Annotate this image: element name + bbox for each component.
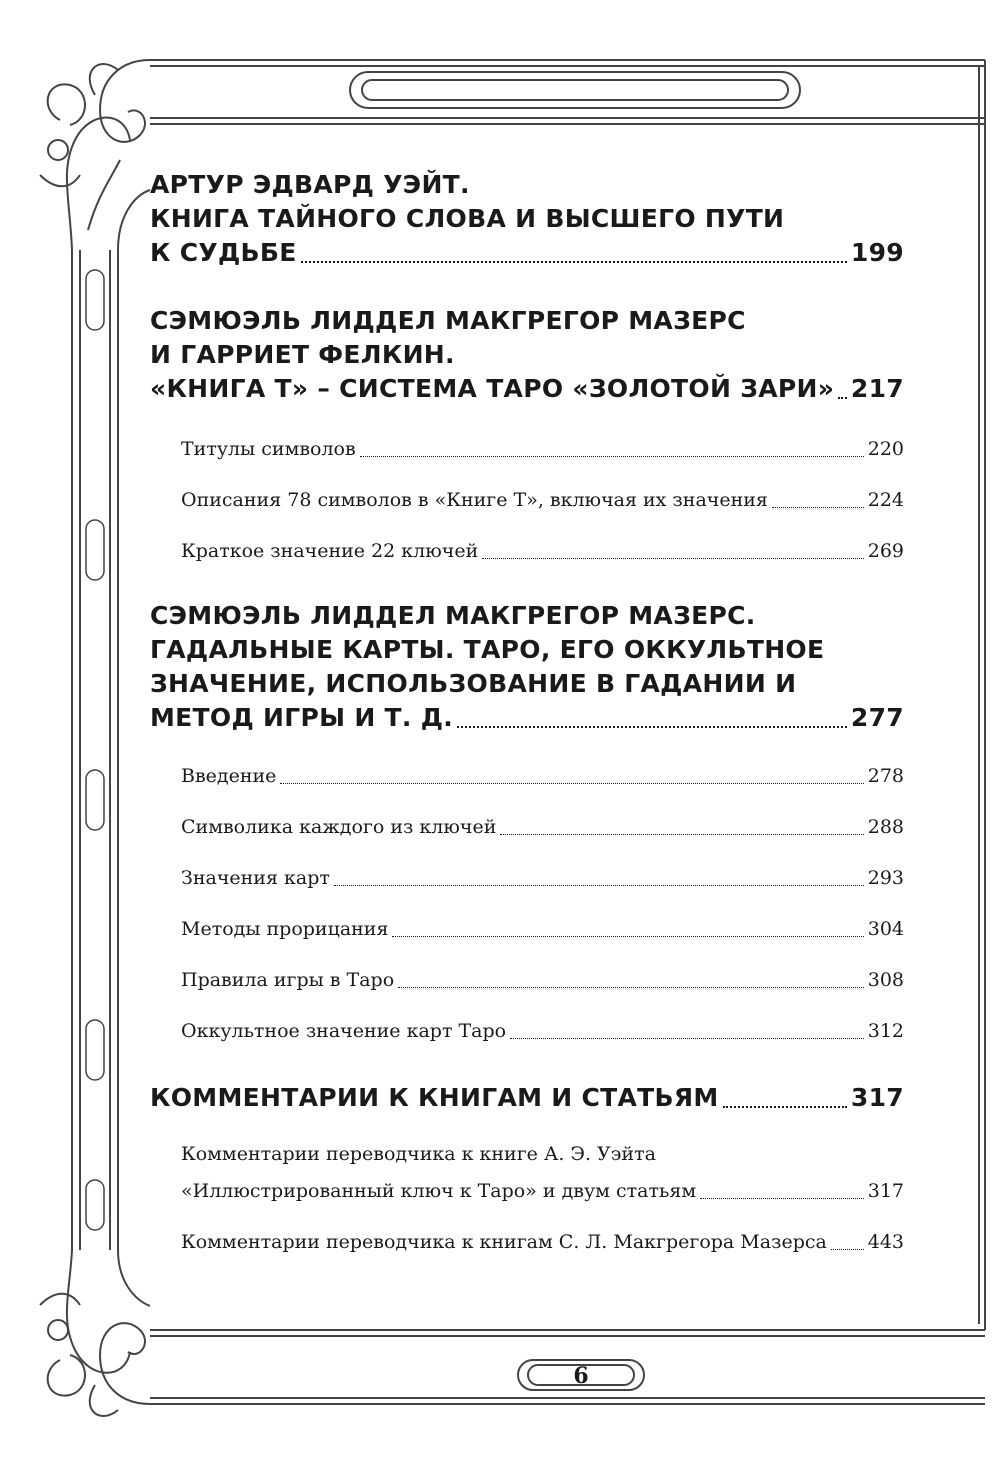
toc-section-commentary (150, 1081, 904, 1256)
dot-leader (772, 507, 864, 508)
page-number: 277 (850, 703, 904, 732)
toc-subentry[interactable] (181, 1229, 904, 1256)
page-number: 220 (867, 438, 904, 460)
dot-leader (838, 397, 847, 399)
toc-entry-line[interactable] (150, 701, 904, 735)
page-number: 317 (867, 1180, 904, 1202)
dot-leader (360, 456, 864, 457)
heading-line: СЭМЮЭЛЬ ЛИДДЕЛ МАКГРЕГОР МАЗЕРС (150, 306, 746, 335)
toc-subentry[interactable] (181, 763, 904, 790)
section-heading (150, 168, 904, 270)
subsection-list (150, 436, 904, 565)
subentry-title: Титулы символов (181, 438, 356, 460)
page-number: 308 (867, 969, 904, 991)
dot-leader (280, 783, 863, 784)
toc-subentry[interactable] (181, 916, 904, 943)
heading-line: К СУДЬБЕ (150, 238, 297, 267)
toc-section-book-t (150, 304, 904, 565)
toc-subentry[interactable] (181, 538, 904, 565)
dot-leader (723, 1106, 847, 1108)
subentry-title: «Иллюстрированный ключ к Таро» и двум статьям (181, 1180, 697, 1202)
dot-leader (510, 1038, 864, 1039)
subsection-list (150, 763, 904, 1045)
page-number: 317 (850, 1083, 904, 1112)
heading-line: «КНИГА Т» – СИСТЕМА ТАРО «ЗОЛОТОЙ ЗАРИ» (150, 374, 835, 403)
heading-line: МЕТОД ИГРЫ И Т. Д. (150, 703, 454, 732)
heading-line: КНИГА ТАЙНОГО СЛОВА И ВЫСШЕГО ПУТИ (150, 204, 785, 233)
subentry-title: Краткое значение 22 ключей (181, 540, 479, 562)
page-number: 312 (867, 1020, 904, 1042)
page-number: 288 (867, 816, 904, 838)
dot-leader (831, 1249, 864, 1250)
toc-subentry[interactable] (181, 1018, 904, 1045)
page-number: 217 (850, 374, 904, 403)
heading-line: АРТУР ЭДВАРД УЭЙТ. (150, 170, 470, 199)
page-number: 293 (867, 867, 904, 889)
dot-leader (301, 261, 847, 263)
toc-entry-line[interactable] (150, 236, 904, 270)
subentry-title: Правила игры в Таро (181, 969, 395, 991)
toc-subentry[interactable] (181, 487, 904, 514)
dot-leader (482, 558, 863, 559)
toc-entry-line[interactable] (150, 1081, 904, 1115)
page-number: 224 (867, 489, 904, 511)
subentry-title-line: Комментарии переводчика к книге А. Э. Уэйта (181, 1143, 656, 1165)
dot-leader (334, 885, 864, 886)
toc-subentry[interactable] (181, 1141, 904, 1205)
page-number: 269 (867, 540, 904, 562)
dot-leader (700, 1198, 864, 1199)
toc-entry-line[interactable] (150, 372, 904, 406)
toc-subentry[interactable] (181, 865, 904, 892)
dot-leader (392, 936, 863, 937)
dot-leader (457, 726, 847, 728)
toc-subentry[interactable] (181, 967, 904, 994)
section-heading (150, 304, 904, 406)
subentry-title: Описания 78 символов в «Книге Т», включая их значения (181, 489, 768, 511)
toc-section-waite (150, 168, 904, 270)
heading-line: И ГАРРИЕТ ФЕЛКИН. (150, 340, 455, 369)
heading-line: СЭМЮЭЛЬ ЛИДДЕЛ МАКГРЕГОР МАЗЕРС. (150, 601, 756, 630)
page-folio: 6 (573, 1363, 589, 1389)
section-heading (150, 599, 904, 735)
toc-subentry[interactable] (181, 814, 904, 841)
dot-leader (500, 834, 863, 835)
subentry-title: Значения карт (181, 867, 330, 889)
heading-line: КОММЕНТАРИИ К КНИГАМ И СТАТЬЯМ (150, 1083, 719, 1112)
page-number: 278 (867, 765, 904, 787)
page-number: 443 (867, 1231, 904, 1253)
dot-leader (398, 987, 864, 988)
heading-line: ЗНАЧЕНИЕ, ИСПОЛЬЗОВАНИЕ В ГАДАНИИ И (150, 669, 797, 698)
page-number: 199 (850, 238, 904, 267)
toc-section-divination-cards (150, 599, 904, 1045)
table-of-contents (150, 168, 904, 1256)
subentry-title: Введение (181, 765, 277, 787)
heading-line: ГАДАЛЬНЫЕ КАРТЫ. ТАРО, ЕГО ОККУЛЬТНОЕ (150, 635, 825, 664)
page-number: 304 (867, 918, 904, 940)
toc-subentry[interactable] (181, 436, 904, 463)
subsection-list (150, 1141, 904, 1256)
subentry-title: Комментарии переводчика к книгам С. Л. Макгрегора Мазерса (181, 1231, 827, 1253)
subentry-title: Символика каждого из ключей (181, 816, 497, 838)
section-heading (150, 1081, 904, 1115)
subentry-title: Оккультное значение карт Таро (181, 1020, 507, 1042)
subentry-title: Методы прорицания (181, 918, 389, 940)
